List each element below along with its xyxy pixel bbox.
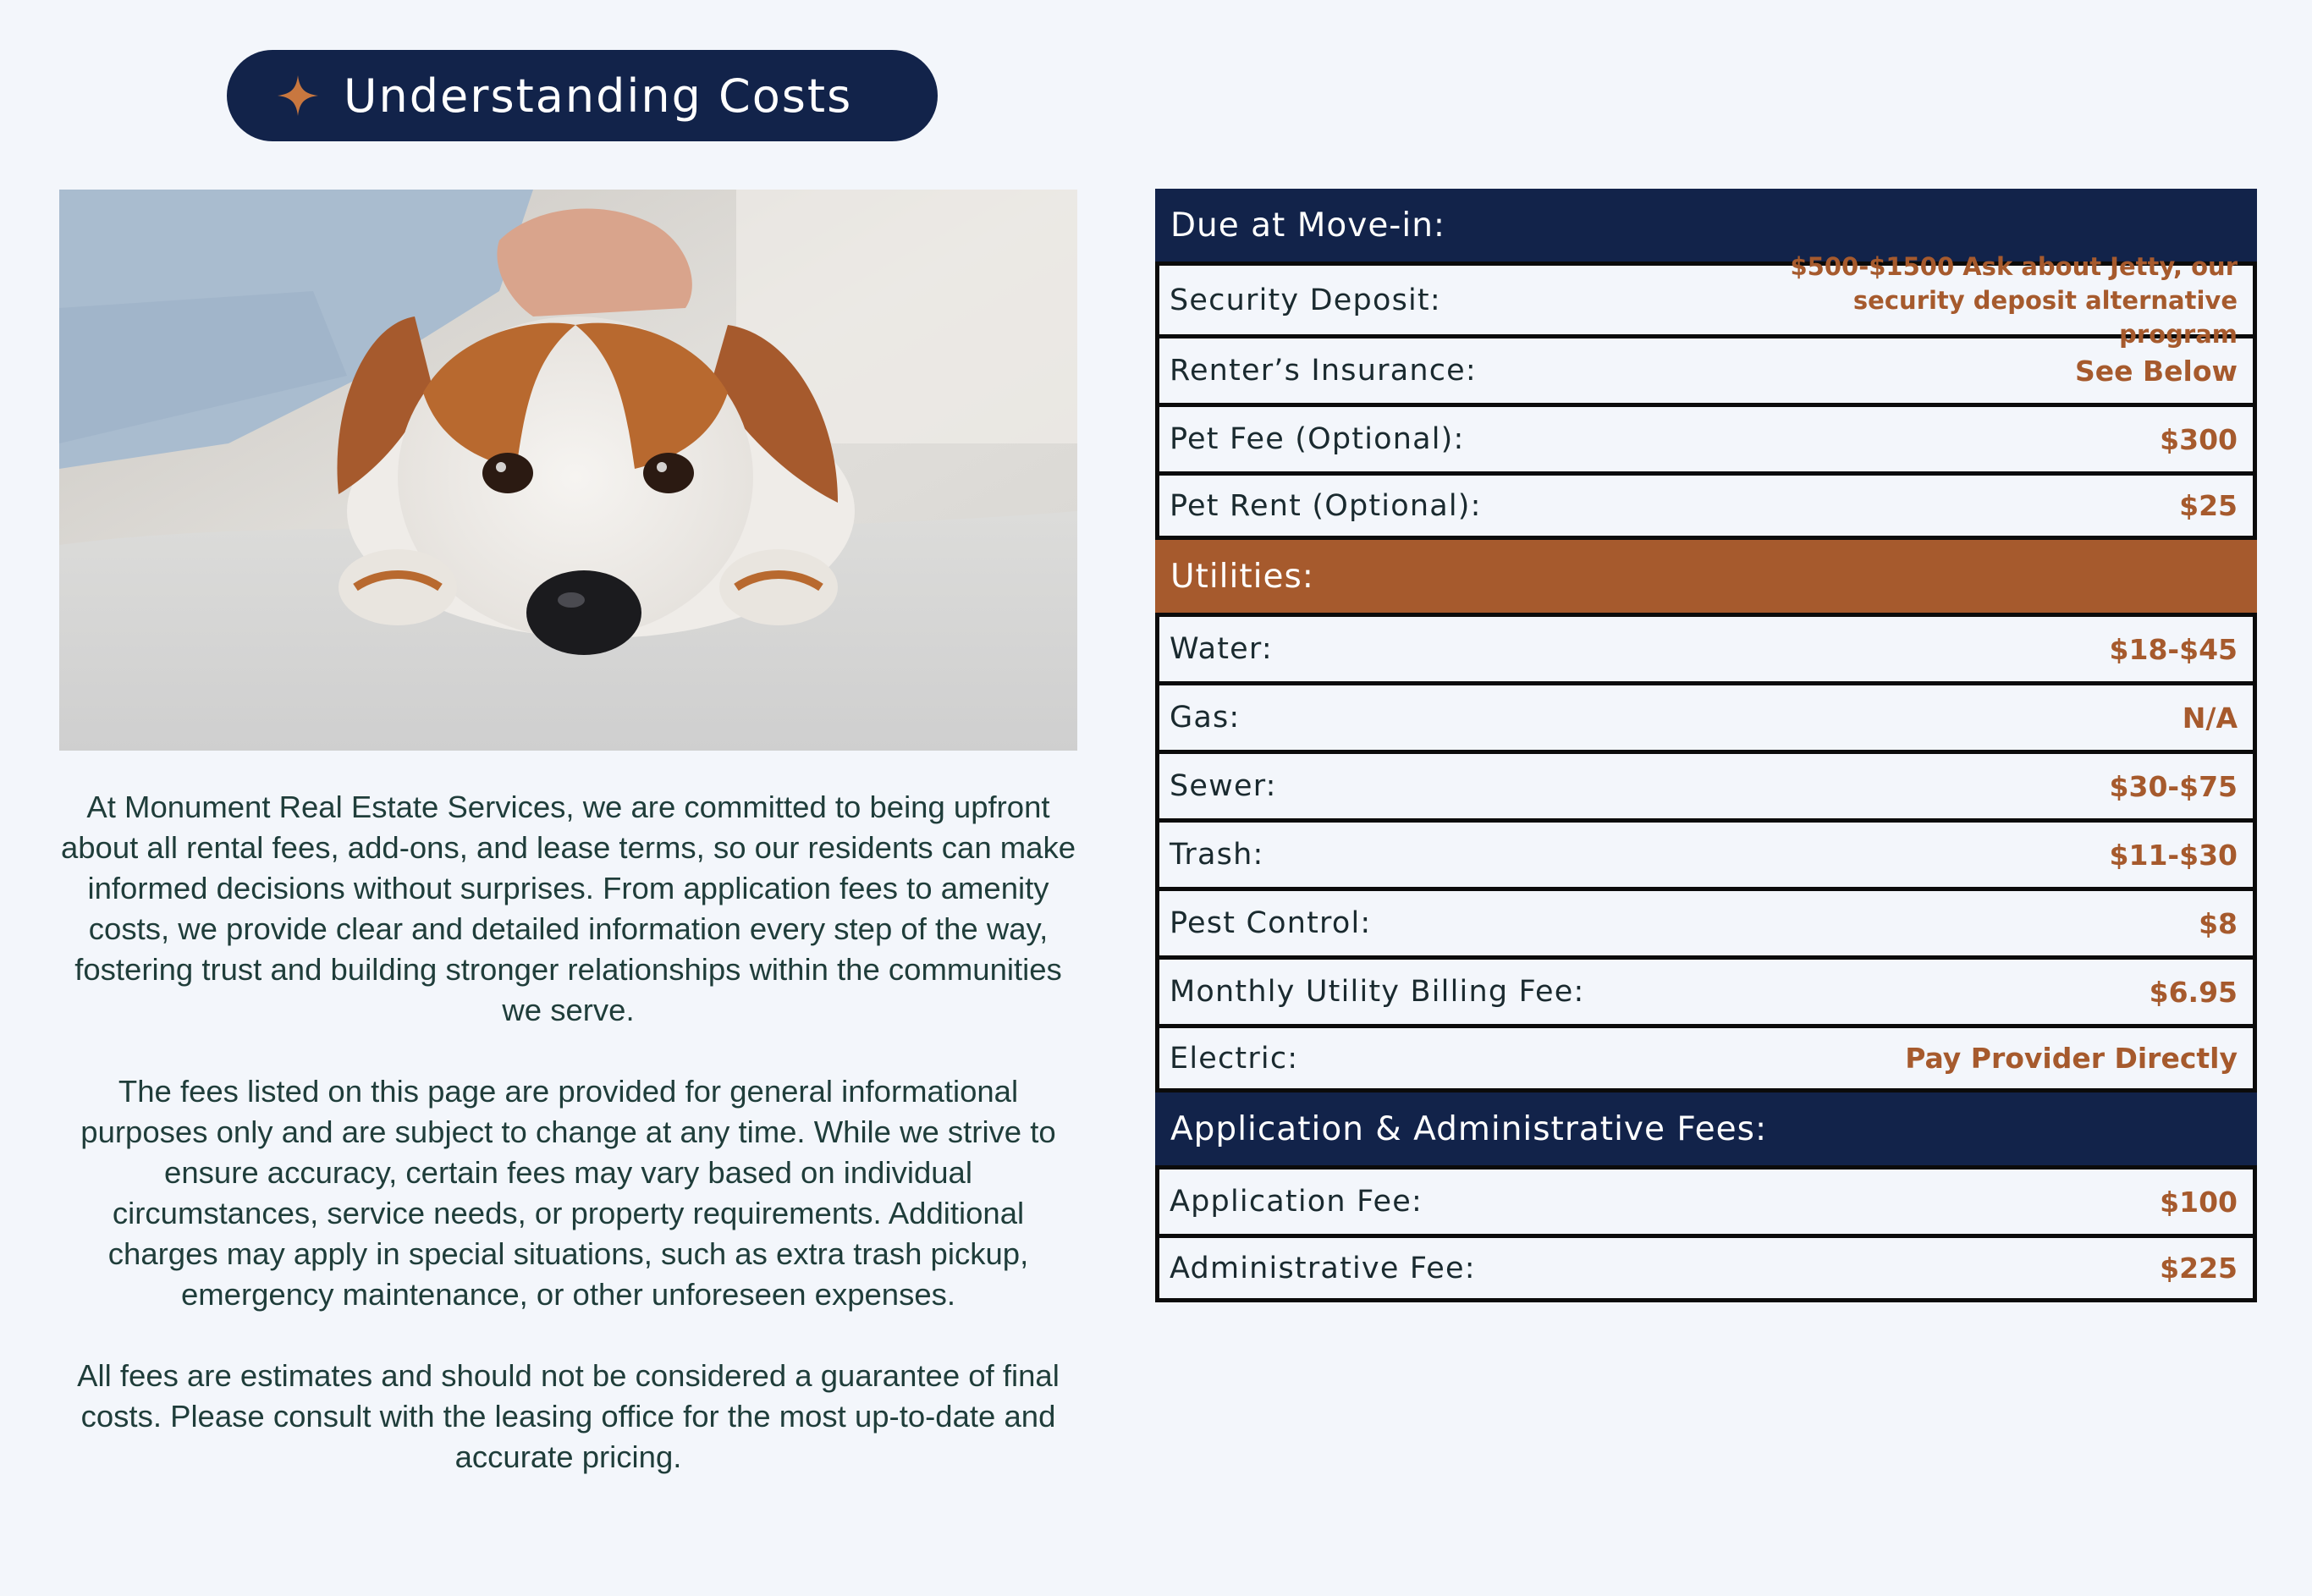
- intro-text: [59, 787, 1077, 1518]
- sparkle-icon: [276, 74, 320, 118]
- fee-row-electric: [1155, 1024, 2257, 1092]
- intro-paragraph: All fees are estimates and should not be considered a guarantee of final costs. Please consult with the leasing office for the most up-to-date and accurate pricing.: [77, 1358, 1060, 1474]
- fee-value: $8: [2199, 906, 2238, 940]
- fees-table: [1155, 189, 2257, 1302]
- fee-label: Application Fee:: [1170, 1185, 1423, 1219]
- fee-row-utility-billing: [1155, 955, 2257, 1024]
- fee-value: $225: [2160, 1252, 2238, 1285]
- fee-row-sewer: [1155, 750, 2257, 818]
- fee-value: $300: [2160, 422, 2238, 456]
- fee-label: Sewer:: [1170, 769, 1277, 803]
- fee-row-water: [1155, 613, 2257, 681]
- fee-label: Gas:: [1170, 701, 1241, 735]
- fee-value: $11-$30: [2109, 838, 2238, 872]
- fee-row-application: [1155, 1165, 2257, 1234]
- fee-label: Trash:: [1170, 838, 1264, 872]
- fee-value: $30-$75: [2109, 769, 2238, 803]
- fee-value: Pay Provider Directly: [1905, 1042, 2238, 1075]
- fee-label: Pet Fee (Optional):: [1170, 422, 1465, 456]
- fee-row-pet-rent: [1155, 471, 2257, 540]
- fee-row-trash: [1155, 818, 2257, 887]
- page-title: Understanding Costs: [344, 69, 853, 123]
- fee-row-administrative: [1155, 1234, 2257, 1302]
- page-title-banner: [227, 50, 938, 141]
- fee-value: $18-$45: [2109, 632, 2238, 666]
- fee-value: N/A: [2182, 701, 2238, 735]
- fee-row-pest-control: [1155, 887, 2257, 955]
- application-header: Application & Administrative Fees:: [1155, 1092, 2257, 1165]
- dog-photo: [59, 190, 1077, 751]
- fee-label: Security Deposit:: [1170, 283, 1441, 317]
- fee-value: $500-$1500 Ask about Jetty, our security deposit alternative program: [1790, 251, 2238, 349]
- fee-row-pet-fee: [1155, 403, 2257, 471]
- intro-paragraph: At Monument Real Estate Services, we are committed to being upfront about all rental fees, add-ons, and lease terms, so our residents can make informed decisions without surprises. From application fees to amenity costs, we provide clear and detailed information every step of the way, fostering trust and building stronger relationships within the communities we serve.: [60, 790, 1076, 1027]
- utilities-header: Utilities:: [1155, 540, 2257, 613]
- fee-label: Electric:: [1170, 1041, 1299, 1076]
- fee-label: Pet Rent (Optional):: [1170, 488, 1482, 523]
- fee-label: Water:: [1170, 632, 1273, 666]
- intro-paragraph: The fees listed on this page are provided for general informational purposes only and are subject to change at any time. While we strive to ensure accuracy, certain fees may vary based on individual circumstances, service needs, or property requirements. Additional charges may apply in special situations, such as extra trash pickup, emergency maintenance, or other unforeseen expenses.: [80, 1074, 1056, 1312]
- fee-label: Renter’s Insurance:: [1170, 354, 1477, 388]
- fee-value: $6.95: [2149, 975, 2238, 1009]
- move-in-header: Due at Move-in:: [1155, 189, 2257, 261]
- fee-value: $25: [2179, 489, 2238, 522]
- fee-row-gas: [1155, 681, 2257, 750]
- fee-label: Administrative Fee:: [1170, 1251, 1476, 1285]
- fee-label: Monthly Utility Billing Fee:: [1170, 975, 1585, 1009]
- fee-value: $100: [2160, 1185, 2238, 1219]
- fee-row-security-deposit: [1155, 251, 2257, 349]
- fee-value: See Below: [2074, 354, 2238, 388]
- fee-label: Pest Control:: [1170, 906, 1372, 940]
